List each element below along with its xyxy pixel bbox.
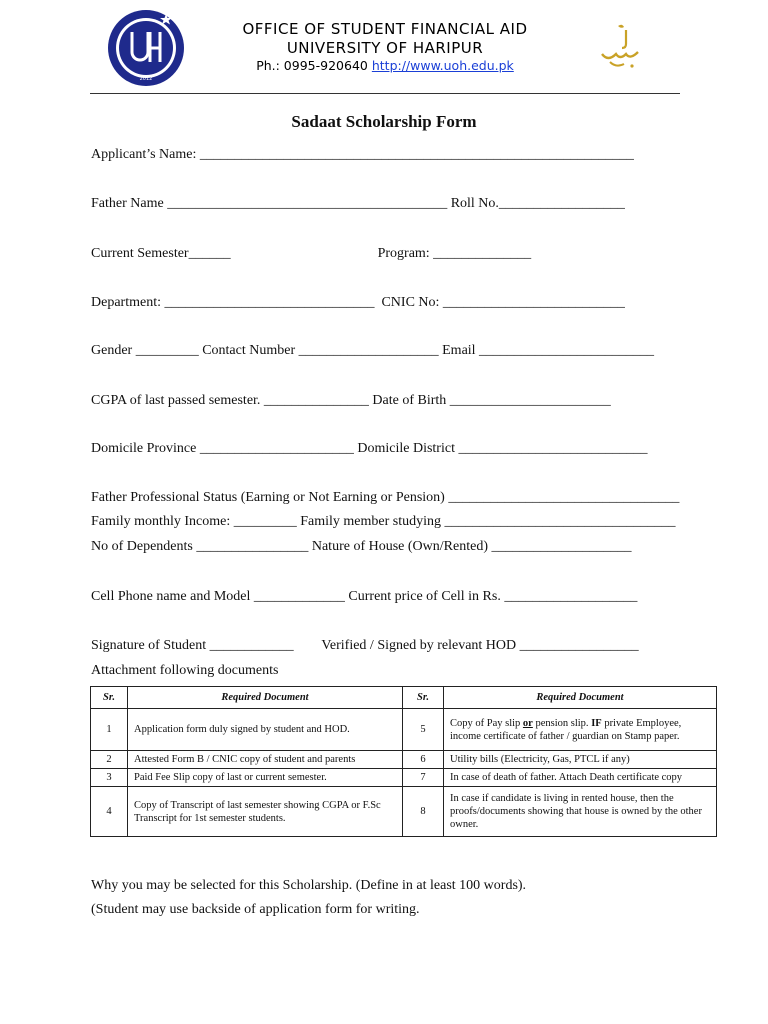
row-sr: 1 <box>91 709 128 751</box>
signature-field[interactable]: Signature of Student ____________ Verified / Signed by relevant HOD _________________ <box>91 638 639 653</box>
department-cnic-field[interactable]: Department: ______________________________ CNIC No: __________________________ <box>91 295 625 310</box>
applicant-name-field[interactable]: Applicant’s Name: ______________________________________________________________ <box>91 147 634 162</box>
row-sr: 6 <box>403 751 444 769</box>
row-sr: 7 <box>403 769 444 787</box>
row-sr: 8 <box>403 787 444 837</box>
essay-note: (Student may use backside of application form for writing. <box>91 902 420 917</box>
row-doc: Application form duly signed by student and HOD. <box>128 709 403 751</box>
row-doc: Copy of Transcript of last semester showing CGPA or F.Sc Transcript for 1st semester students. <box>128 787 403 837</box>
dependents-house-field[interactable]: No of Dependents ________________ Nature of House (Own/Rented) ____________________ <box>91 539 632 554</box>
university-name: UNIVERSITY OF HARIPUR <box>286 39 484 57</box>
table-header-row <box>91 687 717 709</box>
semester-program-field[interactable]: Current Semester______ Program: ______________ <box>91 246 532 261</box>
table-header-doc: Required Document <box>128 687 403 709</box>
table-header-sr: Sr. <box>403 687 444 709</box>
office-title: OFFICE OF STUDENT FINANCIAL AID <box>242 20 528 38</box>
phone-number: Ph.: 0995-920640 <box>256 58 368 73</box>
cell-phone-field[interactable]: Cell Phone name and Model _____________ Current price of Cell in Rs. ___________________ <box>91 589 638 604</box>
father-name-roll-field[interactable]: Father Name ________________________________________ Roll No.__________________ <box>91 196 625 211</box>
essay-prompt: Why you may be selected for this Scholarship. (Define in at least 100 words). <box>91 878 527 893</box>
table-row <box>91 787 717 837</box>
contact-line <box>180 58 590 73</box>
website-link[interactable]: http://www.uoh.edu.pk <box>371 58 514 73</box>
table-header-doc: Required Document <box>444 687 717 709</box>
father-status-field[interactable]: Father Professional Status (Earning or Not Earning or Pension) _________________________________ <box>91 490 680 505</box>
sadaat-emblem <box>596 22 644 72</box>
row-doc: In case of death of father. Attach Death certificate copy <box>444 769 717 787</box>
university-logo <box>106 8 186 88</box>
table-row <box>91 709 717 751</box>
row-sr: 2 <box>91 751 128 769</box>
table-header-sr: Sr. <box>91 687 128 709</box>
row-sr: 4 <box>91 787 128 837</box>
logo-year: 2012 <box>139 76 153 82</box>
attachment-heading: Attachment following documents <box>91 663 279 678</box>
form-title: Sadaat Scholarship Form <box>291 112 477 131</box>
cgpa-dob-field[interactable]: CGPA of last passed semester. _______________ Date of Birth _______________________ <box>91 393 611 408</box>
row-doc: Paid Fee Slip copy of last or current semester. <box>128 769 403 787</box>
row-sr: 3 <box>91 769 128 787</box>
row-sr: 5 <box>403 709 444 751</box>
row-doc: In case if candidate is living in rented house, then the proofs/documents showing that house is owned by the other owner. <box>444 787 717 837</box>
income-family-field[interactable]: Family monthly Income: _________ Family member studying _________________________________ <box>91 514 676 529</box>
domicile-field[interactable]: Domicile Province ______________________ Domicile District ___________________________ <box>91 441 648 456</box>
header-divider <box>90 93 680 94</box>
row-doc: Attested Form B / CNIC copy of student and parents <box>128 751 403 769</box>
row-doc: Copy of Pay slip or pension slip. IF private Employee, income certificate of father / guardian on Stamp paper. <box>444 709 717 751</box>
required-documents-table <box>90 686 717 837</box>
gender-contact-email-field[interactable]: Gender _________ Contact Number ____________________ Email _________________________ <box>91 343 655 358</box>
table-row <box>91 751 717 769</box>
row-doc: Utility bills (Electricity, Gas, PTCL if any) <box>444 751 717 769</box>
table-row <box>91 769 717 787</box>
